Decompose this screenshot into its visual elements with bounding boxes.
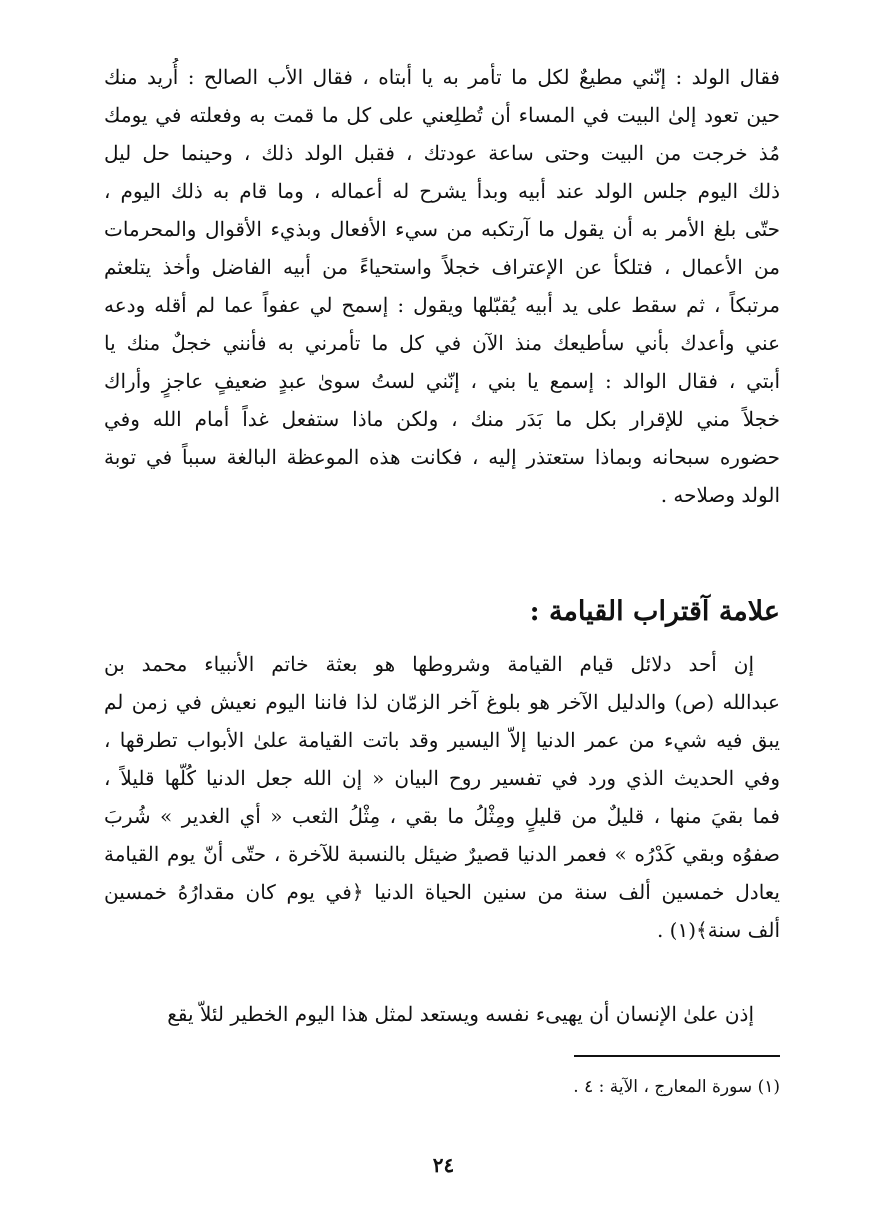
- text-line: عبدالله (ص) والدليل الآخر هو بلوغ آخر الزمّان لذا فاننا اليوم نعيش في زمن لم: [104, 690, 780, 714]
- text-line: خجلاً مني للإقرار بكل ما بَدَر منك ، ولكن ماذا ستفعل غداً أمام الله وفي: [104, 407, 780, 431]
- text-line: حتّى بلغ الأمر به أن يقول ما آرتكبه من سيء الأفعال وبذيء الأقوال والمحرمات: [104, 217, 780, 241]
- text-line: من الأعمال ، فتلكأ عن الإعتراف خجلاً واستحياءً من أبيه الفاضل وأخذ يتلعثم: [104, 255, 780, 279]
- text-line: فقال الولد : إنّني مطيعٌ لكل ما تأمر به يا أبتاه ، فقال الأب الصالح : أُريد منك: [104, 65, 780, 89]
- text-line: حضوره سبحانه وبماذا ستعتذر إليه ، فكانت هذه الموعظة البالغة سبباً في توبة: [104, 445, 780, 469]
- text-line: أبتي ، فقال الوالد : إسمع يا بني ، إنّني لستُ سوىٰ عبدٍ ضعيفٍ عاجزٍ وأراك: [104, 369, 780, 393]
- text-line: ذلك اليوم جلس الولد عند أبيه وبدأ يشرح له أعماله ، وما قام به ذلك اليوم ،: [104, 179, 780, 203]
- text-line: وفي الحديث الذي ورد في تفسير روح البيان « إن الله جعل الدنيا كُلّها قليلاً ،: [104, 766, 780, 790]
- paragraph-preparation: [104, 995, 780, 1033]
- text-line: يبق فيه شيء من عمر الدنيا إلاّ اليسير وقد باتت القيامة علىٰ الأبواب تطرقها ،: [104, 728, 780, 752]
- text-line: فما بقيَ منها ، قليلٌ من قليلٍ ومِثْلُ ما بقي ، مِثْلُ الثعب « أي الغدير » شُربَ: [104, 804, 780, 828]
- paragraph-signs-of-resurrection: [104, 645, 780, 949]
- footnote: (١) سورة المعارج ، الآية : ٤ .: [573, 1077, 780, 1097]
- footnote-divider: [574, 1055, 780, 1057]
- text-line: صفوُه وبقي كَدْرُه » فعمر الدنيا قصيرٌ ضيئل بالنسبة للآخرة ، حتّى أنّ يوم القيامة: [104, 842, 780, 866]
- text-line: إن أحد دلائل قيام القيامة وشروطها هو بعثة خاتم الأنبياء محمد بن: [104, 652, 754, 676]
- text-line: حين تعود إلىٰ البيت في المساء أن تُطلِعني على كل ما قمت به وفعلته في يومك: [104, 103, 780, 127]
- page-number: ٢٤: [432, 1153, 455, 1177]
- text-line: مُذ خرجت من البيت وحتى ساعة عودتك ، فقبل الولد ذلك ، وحينما حل ليل: [104, 141, 780, 165]
- text-line: يعادل خمسين ألف سنة من سنين الحياة الدنيا ﴿في يوم كان مقدارُهُ خمسين: [104, 880, 780, 904]
- text-line: ألف سنة﴾(١) .: [656, 918, 780, 942]
- text-line: الولد وصلاحه .: [660, 483, 780, 507]
- text-line: عني وأعدك بأني سأطيعك منذ الآن في كل ما تأمرني به فأنني خجلٌ منك يا: [104, 331, 780, 355]
- paragraph-father-son-story: [104, 58, 780, 514]
- text-line: مرتبكاً ، ثم سقط على يد أبيه يُقبّلها ويقول : إسمح لي عفواً عما لم أقله ودعه: [104, 293, 780, 317]
- text-line: إذن علىٰ الإنسان أن يهيىء نفسه ويستعد لمثل هذا اليوم الخطير لئلاّ يقع: [167, 1002, 754, 1026]
- section-heading: علامة آقتراب القيامة :: [529, 596, 780, 627]
